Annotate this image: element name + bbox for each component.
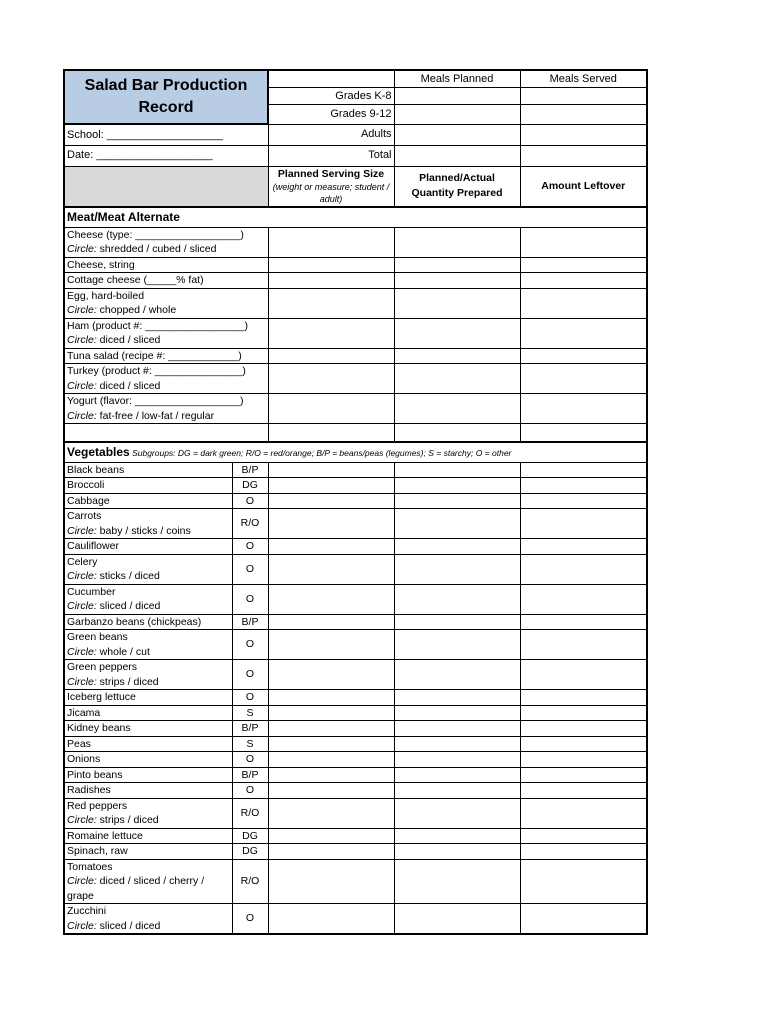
amount-leftover-cell[interactable] bbox=[520, 828, 647, 844]
item-name: Peas bbox=[67, 737, 91, 750]
grades-912-label: Grades 9-12 bbox=[268, 105, 394, 124]
planned-actual-cell[interactable] bbox=[394, 752, 520, 768]
planned-serving-cell[interactable] bbox=[268, 227, 394, 257]
item-options[interactable]: sliced / diced bbox=[96, 600, 161, 612]
planned-actual-cell[interactable] bbox=[394, 660, 520, 690]
subgroup-code: R/O bbox=[232, 509, 268, 539]
item-name: Broccoli bbox=[67, 479, 105, 491]
subgroup-code: B/P bbox=[232, 614, 268, 630]
planned-serving-cell[interactable] bbox=[268, 318, 394, 348]
veg-row bbox=[64, 844, 647, 860]
planned-actual-cell[interactable] bbox=[394, 539, 520, 555]
total-served-cell[interactable] bbox=[520, 145, 647, 166]
subgroup-code: O bbox=[232, 630, 268, 660]
subgroup-code: B/P bbox=[232, 767, 268, 783]
subgroup-code: S bbox=[232, 705, 268, 721]
amount-leftover-cell[interactable] bbox=[520, 257, 647, 273]
meals-served-header: Meals Served bbox=[520, 70, 647, 87]
veg-subgroups-note: Subgroups: DG = dark green; R/O = red/orange; B/P = beans/peas (legumes); S = starchy; O = other bbox=[129, 447, 512, 458]
veg-row bbox=[64, 462, 647, 478]
planned-actual-cell[interactable] bbox=[394, 705, 520, 721]
item-name: Black beans bbox=[67, 463, 125, 476]
veg-row bbox=[64, 539, 647, 555]
item-name-cell bbox=[64, 424, 268, 442]
planned-actual-cell[interactable] bbox=[394, 493, 520, 509]
planned-serving-cell[interactable] bbox=[268, 705, 394, 721]
subgroup-code: O bbox=[232, 493, 268, 509]
item-name-cell bbox=[64, 736, 232, 752]
item-name-cell bbox=[64, 288, 268, 318]
k8-served-cell[interactable] bbox=[520, 87, 647, 104]
planned-actual-line-2: Quantity Prepared bbox=[411, 187, 503, 200]
amount-leftover-cell[interactable] bbox=[520, 288, 647, 318]
item-options[interactable]: sliced / diced bbox=[96, 919, 161, 932]
circle-label: Circle: bbox=[67, 875, 97, 887]
veg-row bbox=[64, 721, 647, 737]
amount-leftover-cell[interactable] bbox=[520, 614, 647, 630]
subgroup-code: R/O bbox=[232, 798, 268, 828]
item-name: Egg, hard-boiled bbox=[67, 289, 145, 302]
record-table bbox=[63, 69, 648, 935]
title-line-1: Salad Bar Production bbox=[84, 77, 248, 94]
amount-leftover-cell[interactable] bbox=[520, 798, 647, 828]
planned-serving-cell[interactable] bbox=[268, 478, 394, 494]
item-name: Tomatoes bbox=[67, 860, 113, 873]
planned-serving-cell[interactable] bbox=[268, 798, 394, 828]
circle-label: Circle: bbox=[67, 675, 97, 688]
subgroup-code: O bbox=[232, 752, 268, 768]
amount-leftover-cell[interactable] bbox=[520, 462, 647, 478]
meat-row bbox=[64, 364, 647, 394]
veg-row bbox=[64, 554, 647, 584]
circle-label: Circle: bbox=[67, 814, 97, 826]
meat-section-heading: Meat/Meat Alternate bbox=[64, 207, 647, 227]
meat-row bbox=[64, 288, 647, 318]
circle-label: Circle: bbox=[67, 645, 97, 658]
subgroup-code: O bbox=[232, 904, 268, 935]
veg-row bbox=[64, 736, 647, 752]
subgroup-code: O bbox=[232, 783, 268, 799]
item-name: Ham (product #: _________________) bbox=[67, 319, 248, 332]
planned-actual-cell[interactable] bbox=[394, 584, 520, 614]
item-name: Romaine lettuce bbox=[67, 829, 143, 842]
912-planned-cell[interactable] bbox=[394, 105, 520, 124]
meals-planned-header: Meals Planned bbox=[394, 70, 520, 87]
item-options[interactable]: diced / sliced bbox=[96, 334, 161, 346]
circle-label: Circle: bbox=[67, 243, 97, 255]
item-name-cell bbox=[64, 364, 268, 394]
subgroup-code: B/P bbox=[232, 721, 268, 737]
meat-row bbox=[64, 348, 647, 364]
planned-actual-cell[interactable] bbox=[394, 614, 520, 630]
planned-actual-cell[interactable] bbox=[394, 424, 520, 442]
planned-serving-cell[interactable] bbox=[268, 288, 394, 318]
planned-serving-cell[interactable] bbox=[268, 844, 394, 860]
subgroup-code: DG bbox=[232, 478, 268, 494]
planned-actual-cell[interactable] bbox=[394, 690, 520, 706]
planned-actual-cell[interactable] bbox=[394, 478, 520, 494]
item-name-cell bbox=[64, 348, 268, 364]
meat-row bbox=[64, 318, 647, 348]
planned-serving-cell[interactable] bbox=[268, 257, 394, 273]
amount-leftover-cell[interactable] bbox=[520, 736, 647, 752]
item-name-cell bbox=[64, 690, 232, 706]
planned-serving-cell[interactable] bbox=[268, 859, 394, 904]
item-name: Cottage cheese (_____% fat) bbox=[67, 274, 204, 286]
planned-serving-cell[interactable] bbox=[268, 539, 394, 555]
planned-actual-cell[interactable] bbox=[394, 227, 520, 257]
planned-serving-cell[interactable] bbox=[268, 721, 394, 737]
item-name-cell bbox=[64, 859, 232, 904]
amount-leftover-cell[interactable] bbox=[520, 752, 647, 768]
item-name: Cucumber bbox=[67, 585, 116, 598]
veg-row bbox=[64, 705, 647, 721]
item-name: Spinach, raw bbox=[67, 845, 128, 857]
amount-leftover-cell[interactable] bbox=[520, 584, 647, 614]
circle-label: Circle: bbox=[67, 379, 97, 392]
item-name-cell bbox=[64, 539, 232, 555]
amount-leftover-cell[interactable] bbox=[520, 721, 647, 737]
k8-planned-cell[interactable] bbox=[394, 87, 520, 104]
amount-leftover-cell[interactable] bbox=[520, 478, 647, 494]
item-name: Turkey (product #: _______________) bbox=[67, 365, 246, 377]
planned-actual-cell[interactable] bbox=[394, 828, 520, 844]
item-name: Green beans bbox=[67, 631, 128, 643]
subgroup-code: O bbox=[232, 584, 268, 614]
item-name: Green peppers bbox=[67, 661, 138, 673]
planned-actual-cell[interactable] bbox=[394, 721, 520, 737]
veg-row bbox=[64, 767, 647, 783]
item-name-cell bbox=[64, 828, 232, 844]
item-name: Cheese (type: __________________) bbox=[67, 228, 244, 241]
item-name: Garbanzo beans (chickpeas) bbox=[67, 615, 202, 628]
planned-actual-cell[interactable] bbox=[394, 798, 520, 828]
item-options[interactable]: strips / diced bbox=[96, 814, 159, 826]
planned-serving-cell[interactable] bbox=[268, 690, 394, 706]
item-name-cell bbox=[64, 394, 268, 424]
item-name-cell bbox=[64, 844, 232, 860]
circle-label: Circle: bbox=[67, 304, 97, 316]
veg-heading-row bbox=[64, 442, 647, 463]
item-name-cell bbox=[64, 509, 232, 539]
planned-serving-cell[interactable] bbox=[268, 783, 394, 799]
circle-label: Circle: bbox=[67, 409, 97, 422]
planned-serving-cell[interactable] bbox=[268, 462, 394, 478]
meat-row bbox=[64, 273, 647, 289]
circle-label: Circle: bbox=[67, 600, 97, 612]
amount-leftover-cell[interactable] bbox=[520, 705, 647, 721]
item-options[interactable]: diced / sliced / cherry / grape bbox=[67, 875, 205, 902]
veg-row bbox=[64, 904, 647, 935]
veg-row bbox=[64, 584, 647, 614]
amount-leftover-cell[interactable] bbox=[520, 509, 647, 539]
planned-actual-cell[interactable] bbox=[394, 736, 520, 752]
item-name: Cheese, string bbox=[67, 258, 135, 271]
planned-actual-cell[interactable] bbox=[394, 273, 520, 289]
circle-label: Circle: bbox=[67, 334, 97, 346]
subgroup-code: DG bbox=[232, 844, 268, 860]
meat-row bbox=[64, 424, 647, 442]
planned-serving-cell[interactable] bbox=[268, 828, 394, 844]
planned-serving-cell[interactable] bbox=[268, 554, 394, 584]
item-name-cell bbox=[64, 318, 268, 348]
amount-leftover-cell[interactable] bbox=[520, 783, 647, 799]
item-name-cell bbox=[64, 554, 232, 584]
veg-row bbox=[64, 630, 647, 660]
planned-serving-cell[interactable] bbox=[268, 424, 394, 442]
planned-actual-cell[interactable] bbox=[394, 767, 520, 783]
item-name: Celery bbox=[67, 555, 98, 568]
planned-serving-cell[interactable] bbox=[268, 767, 394, 783]
planned-actual-cell[interactable] bbox=[394, 554, 520, 584]
planned-serving-cell[interactable] bbox=[268, 364, 394, 394]
item-name: Radishes bbox=[67, 784, 111, 796]
item-options[interactable]: chopped / whole bbox=[96, 304, 177, 316]
subgroup-code: B/P bbox=[232, 462, 268, 478]
planned-serving-cell[interactable] bbox=[268, 736, 394, 752]
planned-serving-cell[interactable] bbox=[268, 394, 394, 424]
amount-leftover-cell[interactable] bbox=[520, 554, 647, 584]
school-field[interactable]: School: ___________________ bbox=[64, 124, 268, 145]
item-options[interactable]: baby / sticks / coins bbox=[96, 524, 191, 537]
item-name-cell bbox=[64, 705, 232, 721]
grades-k8-label: Grades K-8 bbox=[268, 87, 394, 104]
subgroup-code: O bbox=[232, 554, 268, 584]
planned-serving-cell[interactable] bbox=[268, 752, 394, 768]
item-name: Carrots bbox=[67, 510, 102, 522]
item-name-cell bbox=[64, 614, 232, 630]
item-name: Jicama bbox=[67, 706, 101, 719]
amount-leftover-cell[interactable] bbox=[520, 660, 647, 690]
amount-leftover-cell[interactable] bbox=[520, 690, 647, 706]
planned-actual-cell[interactable] bbox=[394, 904, 520, 935]
amount-leftover-cell[interactable] bbox=[520, 424, 647, 442]
item-name-cell bbox=[64, 783, 232, 799]
amount-leftover-cell[interactable] bbox=[520, 348, 647, 364]
planned-actual-cell[interactable] bbox=[394, 257, 520, 273]
veg-row bbox=[64, 859, 647, 904]
planned-actual-line-1: Planned/Actual bbox=[419, 172, 495, 185]
amount-leftover-cell[interactable] bbox=[520, 493, 647, 509]
subgroup-code: R/O bbox=[232, 859, 268, 904]
planned-serving-cell[interactable] bbox=[268, 904, 394, 935]
item-options[interactable]: sticks / diced bbox=[96, 570, 160, 582]
item-options[interactable]: strips / diced bbox=[96, 675, 159, 688]
item-options[interactable]: diced / sliced bbox=[96, 379, 161, 392]
production-record-form bbox=[63, 69, 646, 935]
planned-actual-cell[interactable] bbox=[394, 348, 520, 364]
amount-leftover-cell[interactable] bbox=[520, 767, 647, 783]
planned-actual-cell[interactable] bbox=[394, 462, 520, 478]
veg-row bbox=[64, 690, 647, 706]
subgroup-code: DG bbox=[232, 828, 268, 844]
planned-actual-cell[interactable] bbox=[394, 509, 520, 539]
circle-label: Circle: bbox=[67, 524, 97, 537]
planned-serving-cell[interactable] bbox=[268, 614, 394, 630]
subgroup-code: S bbox=[232, 736, 268, 752]
item-name-cell bbox=[64, 721, 232, 737]
item-name-cell bbox=[64, 584, 232, 614]
veg-row bbox=[64, 752, 647, 768]
shaded-cell bbox=[64, 166, 268, 207]
planned-serving-size-header bbox=[268, 166, 394, 207]
date-field[interactable]: Date: ___________________ bbox=[64, 145, 268, 166]
circle-label: Circle: bbox=[67, 919, 97, 932]
planned-actual-cell[interactable] bbox=[394, 630, 520, 660]
veg-row bbox=[64, 614, 647, 630]
item-name-cell bbox=[64, 478, 232, 494]
amount-leftover-cell[interactable] bbox=[520, 318, 647, 348]
item-name: Kidney beans bbox=[67, 722, 131, 734]
planned-actual-cell[interactable] bbox=[394, 288, 520, 318]
veg-row bbox=[64, 660, 647, 690]
planned-actual-header bbox=[394, 166, 520, 207]
item-name-cell bbox=[64, 904, 232, 935]
adults-planned-cell[interactable] bbox=[394, 124, 520, 145]
planned-serving-cell[interactable] bbox=[268, 273, 394, 289]
item-name: Cabbage bbox=[67, 494, 110, 507]
total-planned-cell[interactable] bbox=[394, 145, 520, 166]
item-options[interactable]: whole / cut bbox=[96, 645, 150, 658]
item-name-cell bbox=[64, 257, 268, 273]
planned-serving-cell[interactable] bbox=[268, 348, 394, 364]
planned-actual-cell[interactable] bbox=[394, 364, 520, 394]
meat-row bbox=[64, 394, 647, 424]
amount-leftover-cell[interactable] bbox=[520, 227, 647, 257]
veg-row bbox=[64, 478, 647, 494]
planned-serving-size-note: (weight or measure; student / adult) bbox=[272, 181, 390, 204]
item-name-cell bbox=[64, 462, 232, 478]
amount-leftover-cell[interactable] bbox=[520, 630, 647, 660]
amount-leftover-cell[interactable] bbox=[520, 364, 647, 394]
total-label: Total bbox=[268, 145, 394, 166]
item-name: Red peppers bbox=[67, 799, 128, 812]
adults-served-cell[interactable] bbox=[520, 124, 647, 145]
veg-row bbox=[64, 783, 647, 799]
item-options[interactable]: fat-free / low-fat / regular bbox=[96, 409, 215, 422]
meat-row bbox=[64, 257, 647, 273]
amount-leftover-cell[interactable] bbox=[520, 844, 647, 860]
veg-section-heading bbox=[64, 442, 647, 463]
subgroup-code: O bbox=[232, 660, 268, 690]
item-name: Zucchini bbox=[67, 905, 107, 917]
planned-serving-size-label: Planned Serving Size bbox=[277, 167, 385, 180]
912-served-cell[interactable] bbox=[520, 105, 647, 124]
title-line-2: Record bbox=[138, 99, 194, 116]
amount-leftover-cell[interactable] bbox=[520, 394, 647, 424]
amount-leftover-cell[interactable] bbox=[520, 859, 647, 904]
item-name: Onions bbox=[67, 753, 101, 765]
item-name-cell bbox=[64, 273, 268, 289]
veg-row bbox=[64, 509, 647, 539]
item-options[interactable]: shredded / cubed / sliced bbox=[96, 243, 217, 255]
veg-row bbox=[64, 828, 647, 844]
amount-leftover-cell[interactable] bbox=[520, 904, 647, 935]
planned-actual-cell[interactable] bbox=[394, 394, 520, 424]
planned-serving-cell[interactable] bbox=[268, 493, 394, 509]
item-name: Pinto beans bbox=[67, 768, 123, 781]
veg-row bbox=[64, 798, 647, 828]
item-name: Cauliflower bbox=[67, 540, 119, 552]
item-name: Tuna salad (recipe #: ____________) bbox=[67, 349, 242, 362]
item-name: Iceberg lettuce bbox=[67, 691, 136, 703]
item-name-cell bbox=[64, 767, 232, 783]
item-name-cell bbox=[64, 227, 268, 257]
amount-leftover-header: Amount Leftover bbox=[520, 166, 647, 207]
subgroup-code: O bbox=[232, 690, 268, 706]
amount-leftover-cell[interactable] bbox=[520, 273, 647, 289]
amount-leftover-cell[interactable] bbox=[520, 539, 647, 555]
planned-serving-cell[interactable] bbox=[268, 584, 394, 614]
veg-heading-label: Vegetables bbox=[67, 444, 130, 459]
item-name: Yogurt (flavor: __________________) bbox=[67, 395, 244, 407]
item-name-cell bbox=[64, 493, 232, 509]
meat-row bbox=[64, 227, 647, 257]
item-name-cell bbox=[64, 660, 232, 690]
subgroup-code: O bbox=[232, 539, 268, 555]
item-name-cell bbox=[64, 752, 232, 768]
planned-actual-cell[interactable] bbox=[394, 844, 520, 860]
planned-serving-cell[interactable] bbox=[268, 660, 394, 690]
planned-serving-cell[interactable] bbox=[268, 509, 394, 539]
planned-actual-cell[interactable] bbox=[394, 783, 520, 799]
planned-serving-cell[interactable] bbox=[268, 630, 394, 660]
item-name-cell bbox=[64, 798, 232, 828]
page-title bbox=[64, 70, 268, 124]
circle-label: Circle: bbox=[67, 570, 97, 582]
planned-actual-cell[interactable] bbox=[394, 318, 520, 348]
veg-row bbox=[64, 493, 647, 509]
item-name-cell bbox=[64, 630, 232, 660]
adults-label: Adults bbox=[268, 124, 394, 145]
planned-actual-cell[interactable] bbox=[394, 859, 520, 904]
